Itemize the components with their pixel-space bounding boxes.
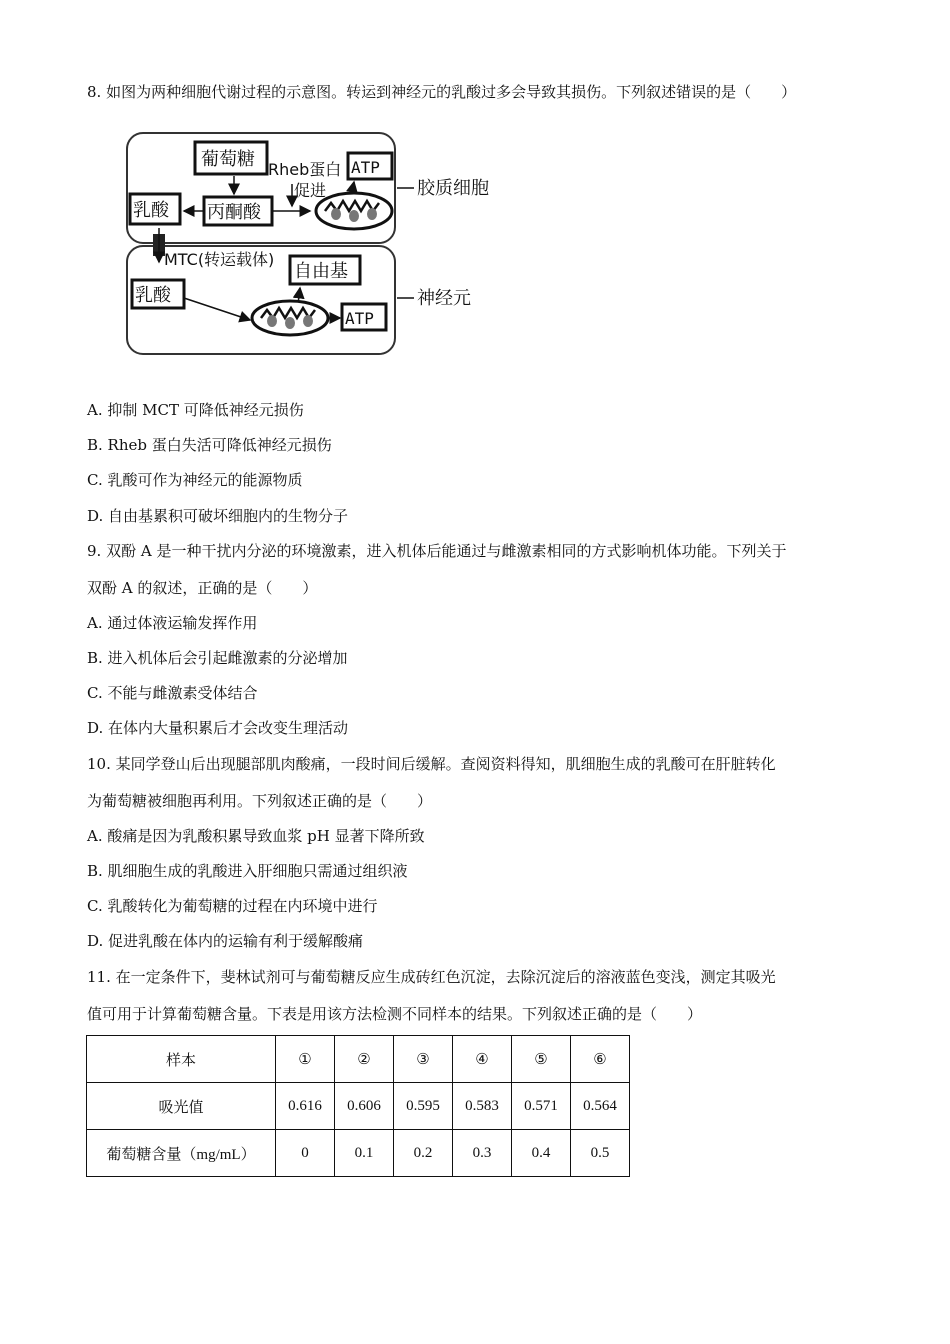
q10-option-d: D. 促进乳酸在体内的运输有利于缓解酸痛 [87,932,364,950]
lactate-glial-label: 乳酸 [133,200,169,221]
glucose-3: 0.2 [394,1130,453,1177]
q11-stem-line2: 值可用于计算葡萄糖含量。下表是用该方法检测不同样本的结果。下列叙述正确的是（ ） [87,1005,703,1023]
glucose-2: 0.1 [335,1130,394,1177]
sample-4: ④ [453,1036,512,1083]
absorbance-6: 0.564 [571,1083,630,1130]
absorbance-3: 0.595 [394,1083,453,1130]
absorbance-4: 0.583 [453,1083,512,1130]
row-label-glucose: 葡萄糖含量（mg/mL） [87,1130,276,1177]
q9-stem-line1: 9. 双酚 A 是一种干扰内分泌的环境激素，进入机体后能通过与雌激素相同的方式影响机体功能。下列关于 [87,542,787,560]
q9-option-a: A. 通过体液运输发挥作用 [87,614,258,632]
sample-5: ⑤ [512,1036,571,1083]
table-row-sample [87,1036,630,1083]
lactate-neuron-label: 乳酸 [135,285,171,306]
neuron-label: 神经元 [417,288,471,309]
mtc-label: MTC(转运载体) [164,250,275,269]
glucose-absorbance-table [86,1035,630,1177]
q9-stem-line2: 双酚 A 的叙述，正确的是（ ） [87,579,318,597]
row-label-sample: 样本 [87,1036,276,1083]
q10-stem-line2: 为葡萄糖被细胞再利用。下列叙述正确的是（ ） [87,792,433,810]
glucose-5: 0.4 [512,1130,571,1177]
pyruvate-label: 丙酮酸 [207,202,261,223]
glucose-1: 0 [276,1130,335,1177]
q11-stem-line1: 11. 在一定条件下，斐林试剂可与葡萄糖反应生成砖红色沉淀，去除沉淀后的溶液蓝色变浅，测定其吸光 [87,968,776,986]
sample-1: ① [276,1036,335,1083]
row-label-absorbance: 吸光值 [87,1083,276,1130]
q9-option-d: D. 在体内大量积累后才会改变生理活动 [87,719,349,737]
q8-stem: 8. 如图为两种细胞代谢过程的示意图。转运到神经元的乳酸过多会导致其损伤。下列叙述错误的是（ ） [87,83,797,101]
neuron-mitochondrion [252,301,328,335]
glial-cell-label: 胶质细胞 [417,178,489,199]
q8-option-a: A. 抑制 MCT 可降低神经元损伤 [87,401,304,419]
sample-3: ③ [394,1036,453,1083]
glucose-6: 0.5 [571,1130,630,1177]
glial-mitochondrion [316,193,392,229]
q10-option-b: B. 肌细胞生成的乳酸进入肝细胞只需通过组织液 [87,862,408,880]
q10-option-a: A. 酸痛是因为乳酸积累导致血浆 pH 显著下降所致 [87,827,425,845]
q8-option-c: C. 乳酸可作为神经元的能源物质 [87,471,303,489]
absorbance-1: 0.616 [276,1083,335,1130]
q8-option-d: D. 自由基累积可破坏细胞内的生物分子 [87,507,349,525]
q10-option-c: C. 乳酸转化为葡萄糖的过程在内环境中进行 [87,897,378,915]
q9-option-b: B. 进入机体后会引起雌激素的分泌增加 [87,649,348,667]
cell-metabolism-diagram [122,128,512,360]
table-row-absorbance [87,1083,630,1130]
glucose-4: 0.3 [453,1130,512,1177]
rheb-protein-label: Rheb蛋白 [268,160,342,179]
glucose-label: 葡萄糖 [201,149,255,170]
absorbance-2: 0.606 [335,1083,394,1130]
q8-option-b: B. Rheb 蛋白失活可降低神经元损伤 [87,436,332,454]
sample-2: ② [335,1036,394,1083]
free-radical-label: 自由基 [294,261,348,282]
q9-option-c: C. 不能与雌激素受体结合 [87,684,258,702]
promote-label: 促进 [294,181,327,200]
atp-neuron-label: ATP [345,309,374,328]
q10-stem-line1: 10. 某同学登山后出现腿部肌肉酸痛，一段时间后缓解。查阅资料得知，肌细胞生成的乳酸可在肝脏转化 [87,755,776,773]
sample-6: ⑥ [571,1036,630,1083]
absorbance-5: 0.571 [512,1083,571,1130]
atp-glial-label: ATP [351,158,380,177]
table-row-glucose [87,1130,630,1177]
